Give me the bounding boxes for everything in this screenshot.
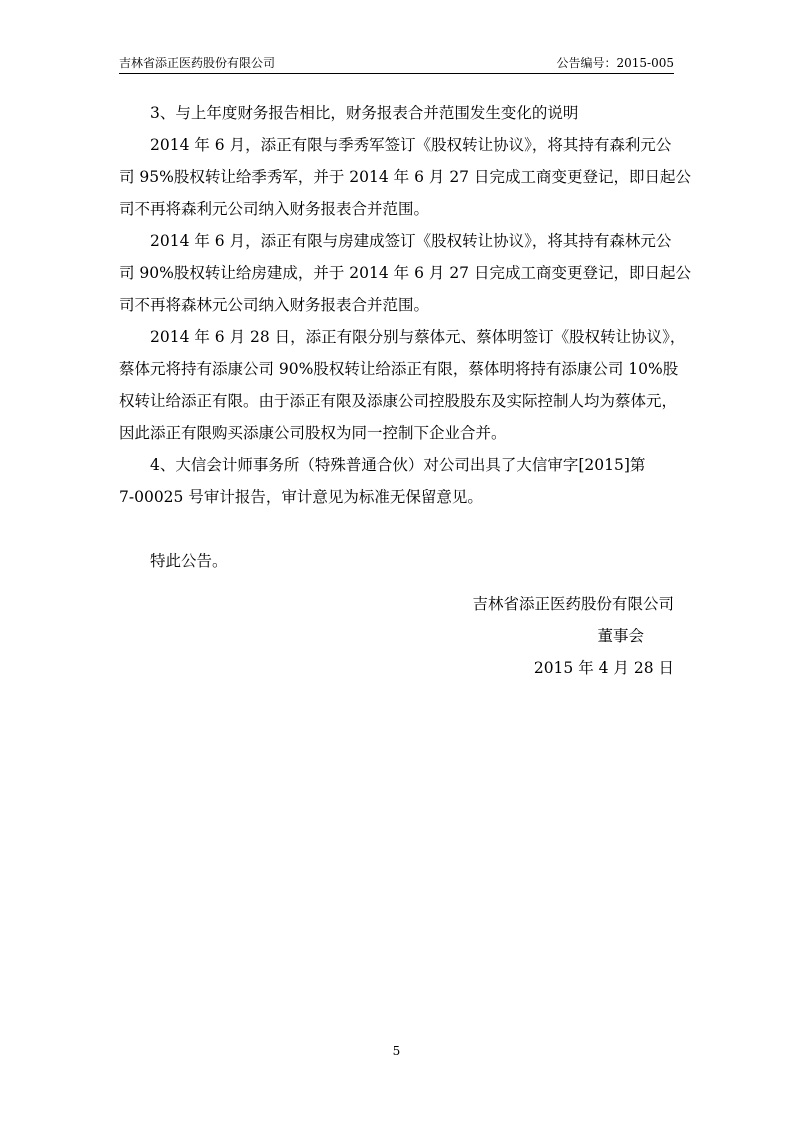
text-line: 司 95%股权转让给季秀军，并于 2014 年 6 月 27 日完成工商变更登记，即日起公 bbox=[119, 168, 691, 186]
paragraph-tiankang bbox=[119, 321, 686, 449]
header-company: 吉林省添正医药股份有限公司 bbox=[119, 56, 276, 70]
text-line: 司 90%股权转让给房建成，并于 2014 年 6 月 27 日完成工商变更登记，即日起公 bbox=[119, 264, 691, 282]
text-line: 权转让给添正有限。由于添正有限及添康公司控股股东及实际控制人均为蔡体元， bbox=[119, 392, 678, 410]
text-line: 蔡体元将持有添康公司 90%股权转让给添正有限，蔡体明将持有添康公司 10%股 bbox=[119, 360, 679, 378]
header-announcement-number: 公告编号：2015-005 bbox=[556, 56, 674, 70]
paragraph-senlinyuan bbox=[119, 225, 691, 321]
signature-board: 董事会 bbox=[597, 627, 644, 645]
text-line: 3、与上年度财务报告相比，财务报表合并范围发生变化的说明 bbox=[150, 104, 579, 122]
spacer bbox=[119, 513, 679, 545]
page-header bbox=[119, 55, 674, 75]
text-line: 7-00025 号审计报告，审计意见为标准无保留意见。 bbox=[119, 488, 483, 506]
text-line: 因此添正有限购买添康公司股权为同一控制下企业合并。 bbox=[119, 424, 507, 442]
header-divider bbox=[119, 73, 674, 74]
paragraph-senliyuan bbox=[119, 129, 691, 225]
text-line: 2014 年 6 月 28 日，添正有限分别与蔡体元、蔡体明签订《股权转让协议》， bbox=[150, 328, 686, 346]
paragraph-consolidation-heading bbox=[119, 97, 679, 129]
paragraph-audit-report bbox=[119, 449, 679, 513]
signature-date: 2015 年 4 月 28 日 bbox=[533, 659, 674, 677]
signature-company: 吉林省添正医药股份有限公司 bbox=[472, 595, 674, 613]
text-line: 特此公告。 bbox=[150, 552, 228, 570]
closing-statement bbox=[119, 545, 679, 577]
text-line: 司不再将森利元公司纳入财务报表合并范围。 bbox=[119, 200, 430, 218]
text-line: 2014 年 6 月，添正有限与季秀军签订《股权转让协议》，将其持有森利元公 bbox=[150, 136, 672, 154]
text-line: 司不再将森林元公司纳入财务报表合并范围。 bbox=[119, 296, 430, 314]
document-body bbox=[119, 97, 691, 577]
page-number: 5 bbox=[392, 1044, 401, 1058]
text-line: 2014 年 6 月，添正有限与房建成签订《股权转让协议》，将其持有森林元公 bbox=[150, 232, 672, 250]
signature-block bbox=[472, 588, 674, 684]
text-line: 4、大信会计师事务所（特殊普通合伙）对公司出具了大信审字[2015]第 bbox=[150, 456, 646, 474]
